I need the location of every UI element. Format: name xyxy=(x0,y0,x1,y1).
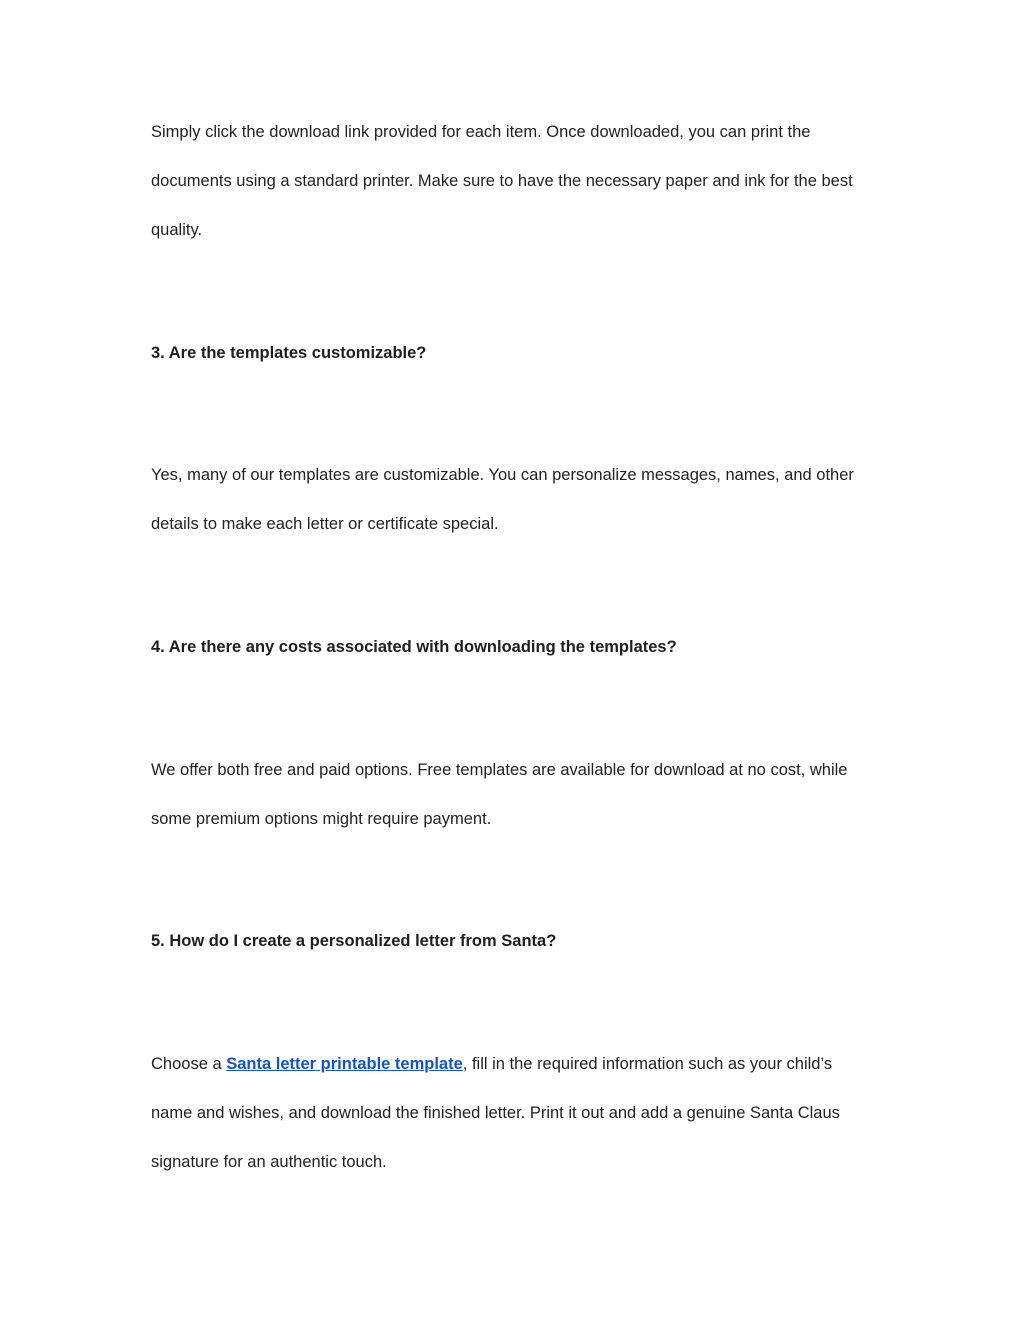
faq3-question: 3. Are the templates customizable? xyxy=(151,344,427,362)
faq4-answer-line-2: some premium options might require payment. xyxy=(151,810,492,828)
faq5-answer-prefix: Choose a xyxy=(151,1055,227,1073)
santa-template-link[interactable]: Santa letter printable template xyxy=(226,1055,463,1073)
faq5-answer-line-3: signature for an authentic touch. xyxy=(151,1153,387,1171)
faq3-answer-line-1: Yes, many of our templates are customizable. You can personalize messages, names, and other xyxy=(151,466,854,484)
intro-line-2: documents using a standard printer. Make sure to have the necessary paper and ink for the best xyxy=(151,172,853,190)
faq5-answer-line-2: name and wishes, and download the finished letter. Print it out and add a genuine Santa Claus xyxy=(151,1104,840,1122)
faq5-answer-suffix: , fill in the required information such as your child’s xyxy=(462,1055,833,1073)
faq5-answer-line-1 xyxy=(151,1054,832,1074)
faq4-answer-line-1: We offer both free and paid options. Free templates are available for download at no cost, while xyxy=(151,761,848,779)
faq4-question: 4. Are there any costs associated with downloading the templates? xyxy=(151,638,677,656)
faq3-answer-line-2: details to make each letter or certificate special. xyxy=(151,515,499,533)
intro-line-3: quality. xyxy=(151,221,203,239)
faq5-question: 5. How do I create a personalized letter from Santa? xyxy=(151,932,557,950)
intro-line-1: Simply click the download link provided for each item. Once downloaded, you can print the xyxy=(151,123,811,141)
